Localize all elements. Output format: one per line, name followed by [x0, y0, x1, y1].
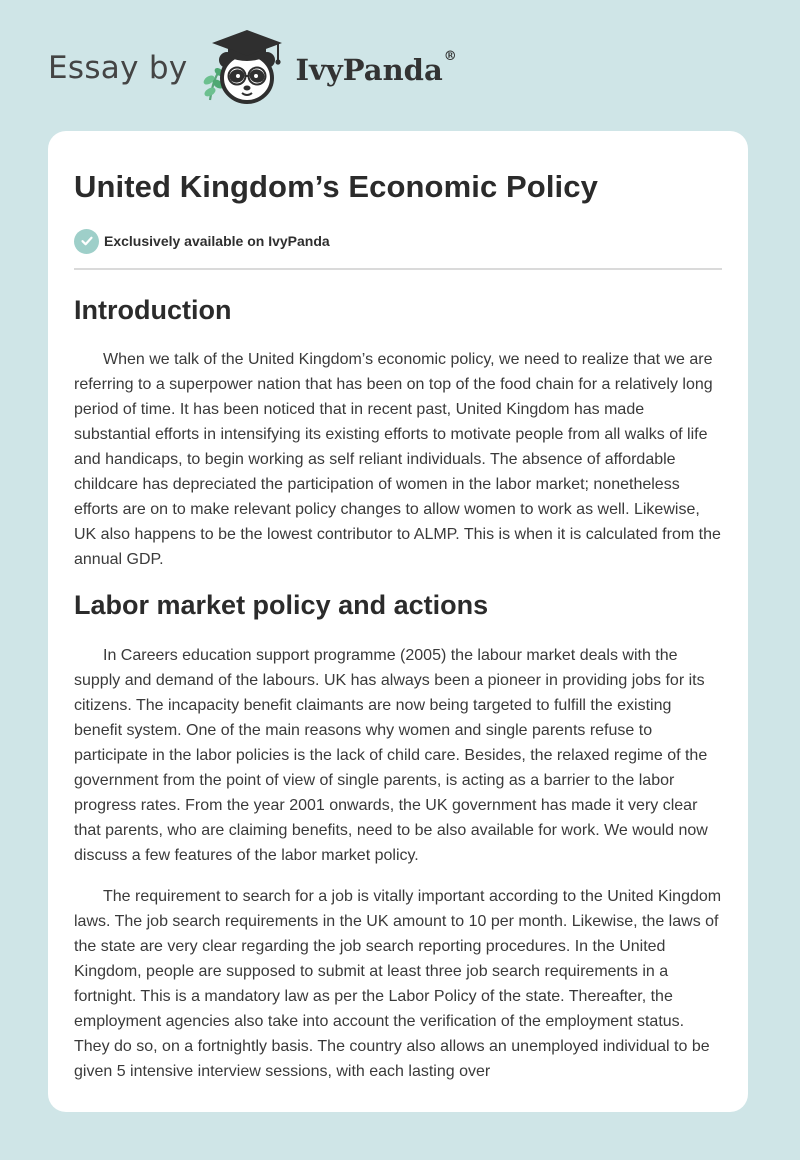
section-heading-introduction: Introduction [74, 295, 232, 325]
paragraph: When we talk of the United Kingdom’s economic policy, we need to realize that we are referring to a superpower nation that has been on top of the food chain for a relatively long period of time. It has been noticed that in recent past, United Kingdom has made substantial efforts in intensifying its existing efforts to motivate people from all walks of life and handicaps, to begin working as self reliant individuals. The absence of affordable childcare has depreciated the participation of women in the labor market; nonetheless efforts are on to make relevant policy changes to allow women to work as well. Likewise, UK also happens to be the lowest contributor to ALMP. This is when it is calculated from the annual GDP. [74, 351, 721, 568]
panda-graduate-icon [198, 26, 294, 110]
paragraph: The requirement to search for a job is vitally important according to the United Kingdom laws. The job search requirements in the UK amount to 10 per month. Likewise, the laws of the state are very clear regarding the job search reporting procedures. In the United Kingdom, people are supposed to submit at least three job search requirements in a fortnight. This is a mandatory law as per the Labor Policy of the state. Thereafter, the employment agencies also take into account the verification of the employment status. They do so, on a fortnightly basis. The country also allows an unemployed individual to be given 5 intensive interview sessions, with each lasting over [74, 888, 722, 1080]
exclusive-badge-text: Exclusively available on IvyPanda [104, 233, 330, 249]
section-heading-labor-market: Labor market policy and actions [74, 590, 489, 620]
divider [74, 268, 722, 270]
paragraph: In Careers education support programme (2005) the labour market deals with the supply and demand of the labours. UK has always been a pioneer in providing jobs for its citizens. The incapacity benefit claimants are now being targeted to fulfill the existing benefit system. One of the main reasons why women and single parents refuse to participate in the labor policies is the lack of child care. Besides, the relaxed regime of the government from the point of view of single parents, is acting as a barrier to the labor progress rates. From the year 2001 onwards, the UK government has made it very clear that parents, who are claiming benefits, need to be also available for work. We would now discuss a few features of the labor market policy. [74, 647, 708, 864]
article-title: United Kingdom’s Economic Policy [74, 169, 598, 204]
brand-name: IvyPanda® [295, 49, 457, 87]
brand-prefix: Essay by [48, 50, 188, 86]
exclusive-badge [74, 228, 722, 254]
brand-header[interactable] [48, 26, 457, 110]
article-card [48, 131, 748, 1112]
check-icon [74, 229, 99, 254]
